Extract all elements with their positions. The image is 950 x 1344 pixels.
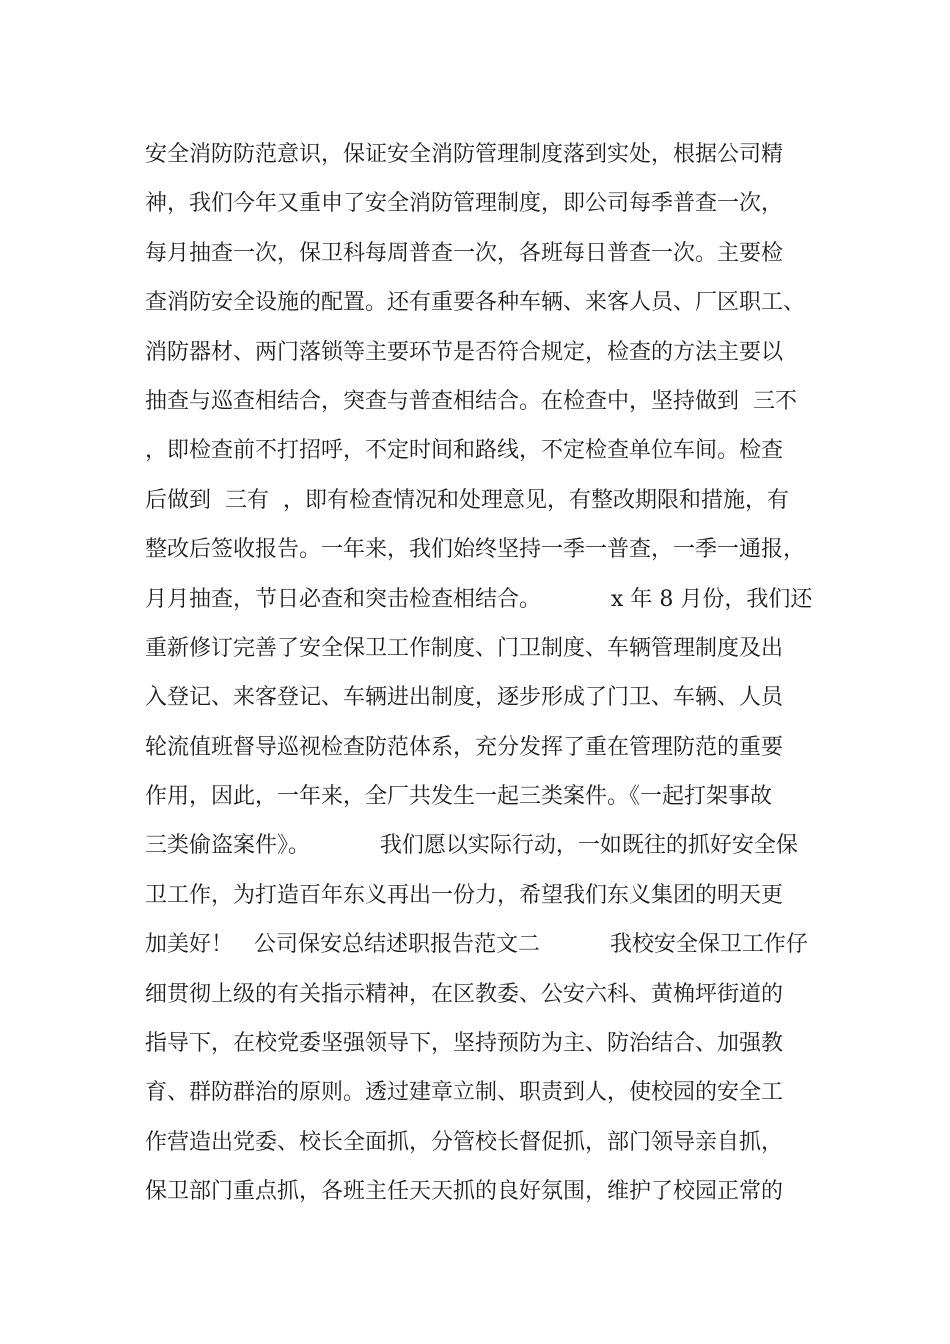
text-line: 重新修订完善了安全保卫工作制度、门卫制度、车辆管理制度及出 [145,635,784,661]
text-line: 后做到 三有 ，即有检查情况和处理意见，有整改期限和措施，有 [145,487,789,513]
text-line: 细贯彻上级的有关指示精神，在区教委、公安六科、黄桷坪街道的 [145,981,784,1007]
text-line: 消防器材、两门落锁等主要环节是否符合规定，检查的方法主要以 [145,339,784,365]
text-line: 月月抽查，节日必查和突击检查相结合。 x 年 8 月份，我们还 [145,586,813,612]
text-line: 保卫部门重点抓，各班主任天天抓的良好氛围，维护了校园正常的 [145,1179,784,1205]
text-line: 抽查与巡查相结合，突查与普查相结合。在检查中，坚持做到 三不 [145,388,797,414]
text-line: 作用，因此，一年来，全厂共发生一起三类案件。《一起打架事故 [145,784,773,810]
text-line: 加美好！ 公司保安总结述职报告范文二 我校安全保卫工作仔 [145,932,808,958]
text-line: 安全消防防范意识，保证安全消防管理制度落到实处，根据公司精 [145,142,784,167]
text-line: 轮流值班督导巡视检查防范体系，充分发挥了重在管理防范的重要 [145,734,784,760]
body-text [145,130,835,1217]
text-line: ，即检查前不打招呼，不定时间和路线，不定检查单位车间。检查 [145,438,784,464]
text-line: 三类偷盗案件》。 我们愿以实际行动，一如既往的抓好安全保 [145,833,798,859]
text-line: 指导下，在校党委坚强领导下，坚持预防为主、防治结合、加强教 [145,1031,784,1057]
text-line: 神，我们今年又重申了安全消防管理制度，即公司每季普查一次， [145,191,784,217]
text-line: 卫工作，为打造百年东义再出一份力，希望我们东义集团的明天更 [145,882,784,908]
text-line: 查消防安全设施的配置。还有重要各种车辆、来客人员、厂区职工、 [145,290,806,316]
text-line: 作营造出党委、校长全面抓，分管校长督促抓，部门领导亲自抓， [145,1129,784,1155]
text-line: 入登记、来客登记、车辆进出制度，逐步形成了门卫、车辆、人员 [145,685,784,711]
text-line: 每月抽查一次，保卫科每周普查一次，各班每日普查一次。主要检 [145,240,784,266]
text-line: 育、群防群治的原则。透过建章立制、职责到人，使校园的安全工 [145,1080,784,1106]
text-line: 整改后签收报告。一年来，我们始终坚持一季一普查，一季一通报， [145,537,806,563]
